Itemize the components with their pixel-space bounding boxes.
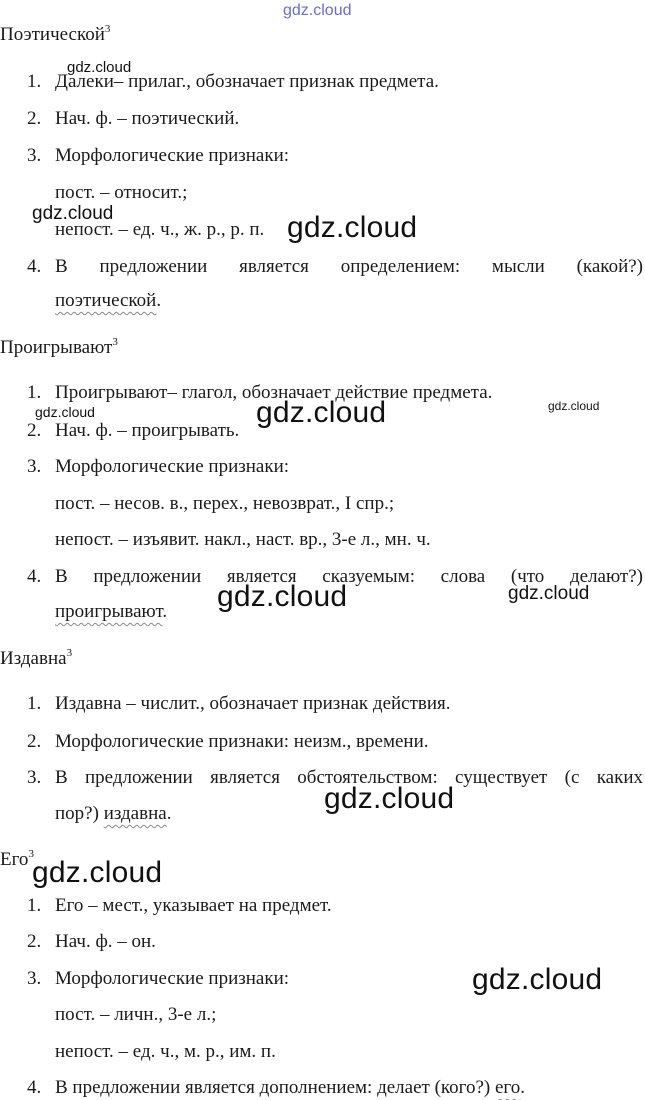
item-text: Проигрывают– глагол, обозначает действие предмета.	[55, 382, 493, 403]
sub-line: пост. – относит.;	[55, 182, 188, 203]
watermark-text: gdz.cloud	[67, 59, 132, 76]
item-number: 2.	[27, 420, 42, 441]
item-number: 2.	[27, 731, 42, 752]
item-text: Морфологические признаки:	[55, 145, 290, 166]
punctuation: .	[520, 1077, 526, 1098]
watermark-text: gdz.cloud	[35, 404, 95, 420]
item-text: Морфологические признаки: неизм., времени.	[55, 731, 429, 752]
sub-line: непост. – изъявит. накл., наст. вр., 3-е л., мн. ч.	[55, 529, 431, 550]
item-number: 1.	[27, 693, 42, 714]
underlined-word: его	[495, 1077, 521, 1098]
punctuation: .	[156, 290, 162, 311]
item-text: Морфологические признаки:	[55, 456, 290, 477]
underlined-word: проигрывают	[55, 601, 163, 622]
sub-line: пост. – личн., 3-е л.;	[55, 1004, 217, 1025]
section-heading	[0, 647, 72, 671]
item-number: 2.	[27, 108, 42, 129]
item-continuation	[55, 802, 171, 826]
continuation-prefix: пор?)	[55, 803, 104, 824]
underlined-word: издавна	[103, 803, 167, 824]
watermark-text: gdz.cloud	[32, 203, 114, 224]
item-number: 4.	[27, 566, 42, 587]
heading-text: Проигрывают	[0, 337, 113, 358]
heading-sup: 3	[66, 647, 73, 659]
item-number: 1.	[27, 71, 42, 92]
item-text: Нач. ф. – он.	[55, 931, 156, 952]
heading-text: Поэтической	[0, 24, 105, 45]
heading-sup: 3	[112, 336, 118, 348]
watermark-text: gdz.cloud	[287, 211, 418, 244]
item-text: Нач. ф. – проигрывать.	[55, 420, 240, 441]
item-number: 1.	[27, 895, 42, 916]
item-text-main: В предложении является дополнением: делает (кого?)	[55, 1077, 495, 1098]
watermark-text: gdz.cloud	[548, 399, 600, 413]
watermark-text: gdz.cloud	[32, 856, 163, 889]
item-text: Далеки– прилаг., обозначает признак предмета.	[55, 71, 439, 92]
item-text: Издавна – числит., обозначает признак действия.	[55, 693, 451, 714]
item-number: 4.	[27, 256, 42, 277]
heading-sup: 3	[104, 23, 111, 35]
item-number: 2.	[27, 931, 42, 952]
section-heading	[0, 336, 118, 360]
heading-text: Издавна	[0, 648, 67, 669]
sub-line: непост. – ед. ч., ж. р., р. п.	[55, 219, 265, 240]
top-watermark: gdz.cloud	[283, 2, 352, 19]
item-number: 3.	[27, 968, 42, 989]
watermark-text: gdz.cloud	[256, 396, 387, 429]
sub-line: пост. – несов. в., перех., невозврат., I спр.;	[55, 493, 395, 514]
item-number: 4.	[27, 1077, 42, 1098]
section-heading	[0, 23, 110, 47]
watermark-text: gdz.cloud	[324, 782, 455, 815]
underlined-word: поэтической	[55, 290, 157, 311]
punctuation: .	[166, 803, 172, 824]
punctuation: .	[162, 601, 168, 622]
section-heading	[0, 848, 34, 872]
item-continuation	[55, 289, 161, 313]
item-text: В предложении является обстоятельством: существует (с каких	[55, 767, 643, 788]
sub-line: непост. – ед. ч., м. р., им. п.	[55, 1041, 276, 1062]
item-number: 3.	[27, 145, 42, 166]
item-number: 3.	[27, 456, 42, 477]
watermark-text: gdz.cloud	[217, 580, 348, 613]
watermark-text: gdz.cloud	[508, 583, 590, 604]
item-text: Нач. ф. – поэтический.	[55, 108, 240, 129]
item-continuation	[55, 600, 167, 624]
heading-text: Его	[0, 849, 29, 870]
watermark-text: gdz.cloud	[472, 963, 603, 996]
item-number: 3.	[27, 767, 42, 788]
item-text: Его – мест., указывает на предмет.	[55, 895, 332, 916]
item-text: В предложении является сказуемым: слова (что делают?)	[55, 566, 643, 587]
item-text	[55, 1076, 525, 1100]
item-number: 1.	[27, 382, 42, 403]
heading-sup: 3	[28, 848, 34, 860]
item-text: В предложении является определением: мысли (какой?)	[55, 256, 643, 277]
item-text: Морфологические признаки:	[55, 968, 290, 989]
